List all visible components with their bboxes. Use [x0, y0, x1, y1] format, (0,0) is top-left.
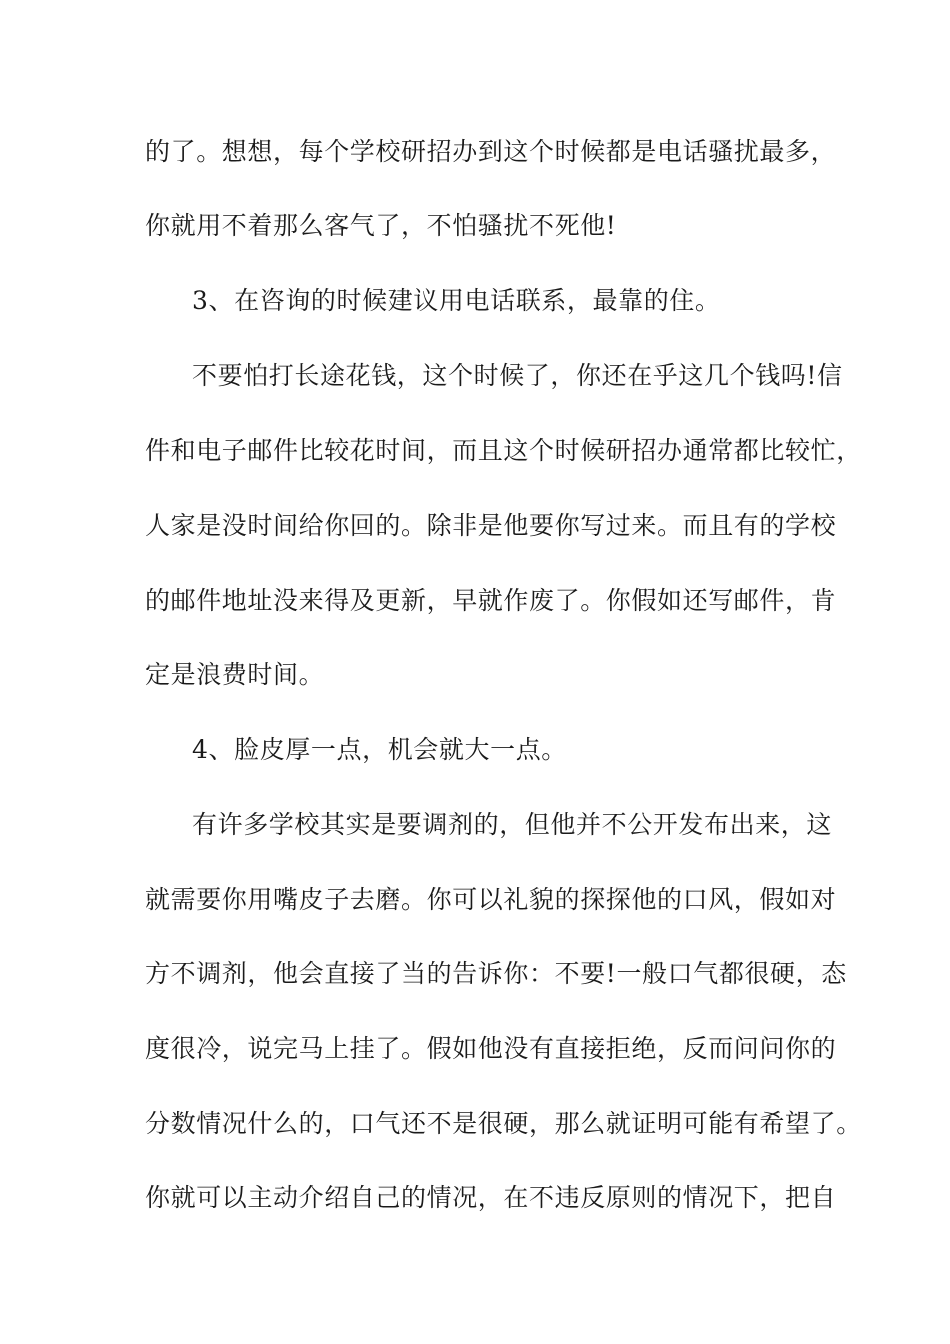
list-heading: 3、在咨询的时候建议用电话联系，最靠的住。 — [192, 286, 721, 315]
paragraph-start: 有许多学校其实是要调剂的，但他并不公开发布出来，这 — [192, 810, 833, 839]
text-line: 度很冷，说完马上挂了。假如他没有直接拒绝，反而问问你的 — [145, 1034, 837, 1063]
text-line: 你就用不着那么客气了，不怕骚扰不死他! — [145, 211, 617, 240]
paragraph-start: 不要怕打长途花钱，这个时候了，你还在乎这几个钱吗!信 — [192, 361, 843, 390]
text-line: 人家是没时间给你回的。除非是他要你写过来。而且有的学校 — [145, 511, 837, 540]
text-line: 的邮件地址没来得及更新，早就作废了。你假如还写邮件，肯 — [145, 586, 837, 615]
text-line: 件和电子邮件比较花时间，而且这个时候研招办通常都比较忙， — [145, 436, 862, 465]
text-line: 方不调剂，他会直接了当的告诉你：不要!一般口气都很硬，态 — [145, 959, 847, 988]
list-heading: 4、脸皮厚一点，机会就大一点。 — [192, 735, 567, 764]
text-line: 分数情况什么的，口气还不是很硬，那么就证明可能有希望了。 — [145, 1109, 862, 1138]
text-line: 你就可以主动介绍自己的情况，在不违反原则的情况下，把自 — [145, 1183, 837, 1212]
text-line: 的了。想想，每个学校研招办到这个时候都是电话骚扰最多， — [145, 137, 837, 166]
text-line: 就需要你用嘴皮子去磨。你可以礼貌的探探他的口风，假如对 — [145, 885, 837, 914]
text-line: 定是浪费时间。 — [145, 660, 325, 689]
